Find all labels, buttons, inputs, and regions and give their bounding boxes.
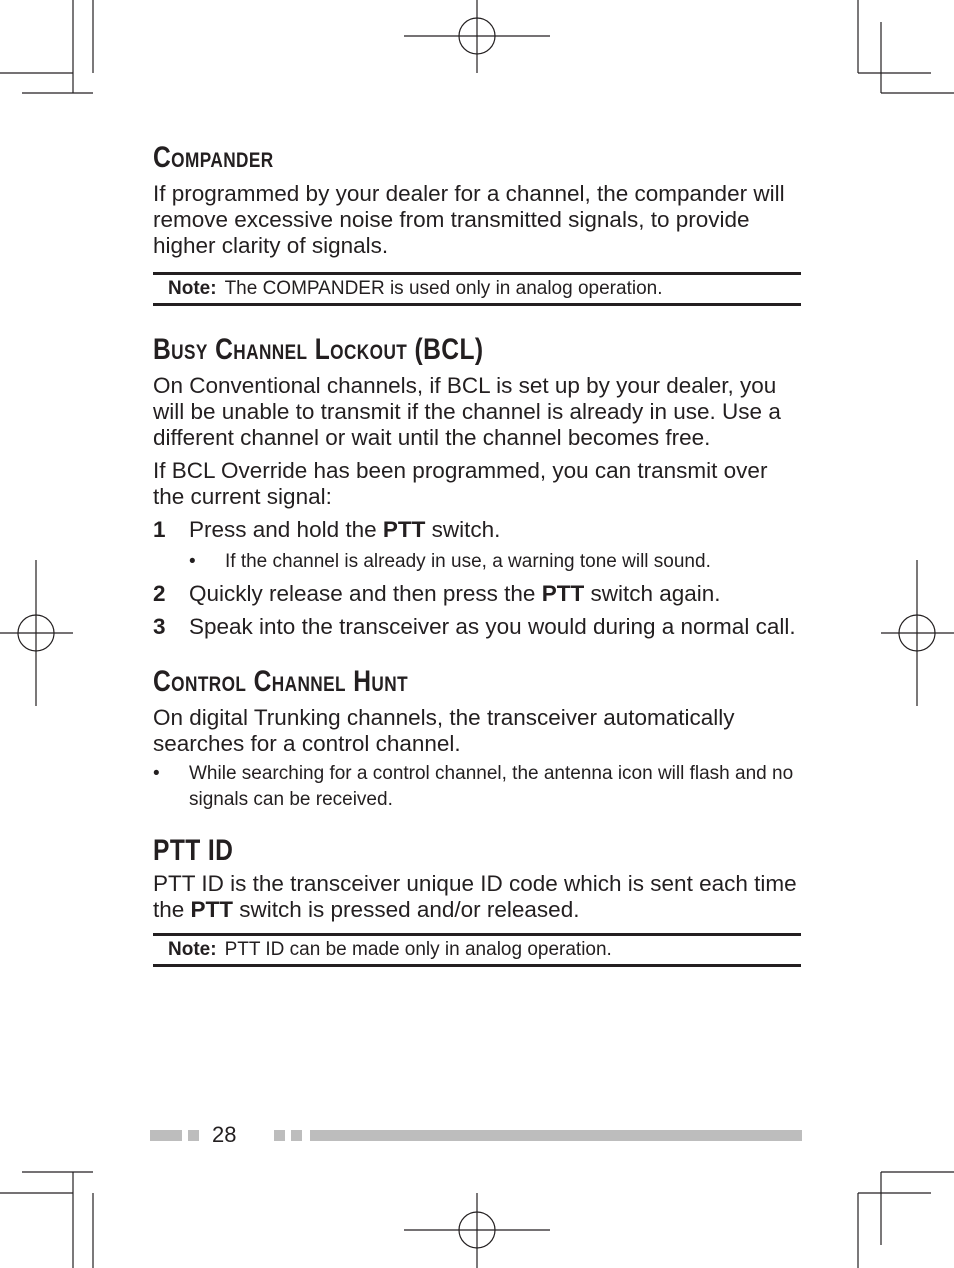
cch-bullet: • While searching for a control channel, the antenna icon will flash and no signals can be received. [153,763,794,810]
bcl-paragraph-2: If BCL Override has been programmed, you can transmit over the current signal: [153,458,768,509]
compander-body: If programmed by your dealer for a channel, the compander will remove excessive noise from transmitted signals, to provide higher clarity of signals. [153,181,785,258]
pttid-note [153,933,801,967]
page-content [153,140,801,967]
step-1-bullet: • If the channel is already in use, a warning tone will sound. [189,551,711,572]
note-text: PTT ID can be made only in analog operation. [224,939,612,960]
heading-control-channel-hunt: CONTROL CHANNEL HUNT [153,665,409,698]
step-1: 1 Press and hold the PTT switch. [153,517,501,542]
pttid-body: PTT ID is the transceiver unique ID code which is sent each time the PTT switch is pressed and/or released. [153,871,797,922]
page-footer [150,1120,802,1150]
footer-bar-segment [188,1130,199,1141]
step-3: 3 Speak into the transceiver as you would during a normal call. [153,614,796,639]
compander-note [153,272,801,306]
bcl-paragraph-1: On Conventional channels, if BCL is set up by your dealer, you will be unable to transmit if the channel is already in use. Use a different channel or wait until the channel becomes free. [153,373,781,450]
footer-bar-segment [291,1130,302,1141]
step-2: 2 Quickly release and then press the PTT switch again. [153,581,721,606]
heading-ptt-id: PTT ID [153,834,234,867]
heading-bcl: BUSY CHANNEL LOCKOUT (BCL) [153,333,484,366]
note-text: The COMPANDER is used only in analog operation. [224,278,663,299]
heading-compander: COMPANDER [153,141,274,174]
note-label: Note: [168,278,217,299]
note-label: Note: [168,939,217,960]
footer-bar-segment [150,1130,182,1141]
page-number: 28 [212,1122,237,1147]
footer-bar [310,1130,802,1141]
footer-bar-segment [274,1130,285,1141]
cch-body: On digital Trunking channels, the transceiver automatically searches for a control channel. [153,705,735,756]
